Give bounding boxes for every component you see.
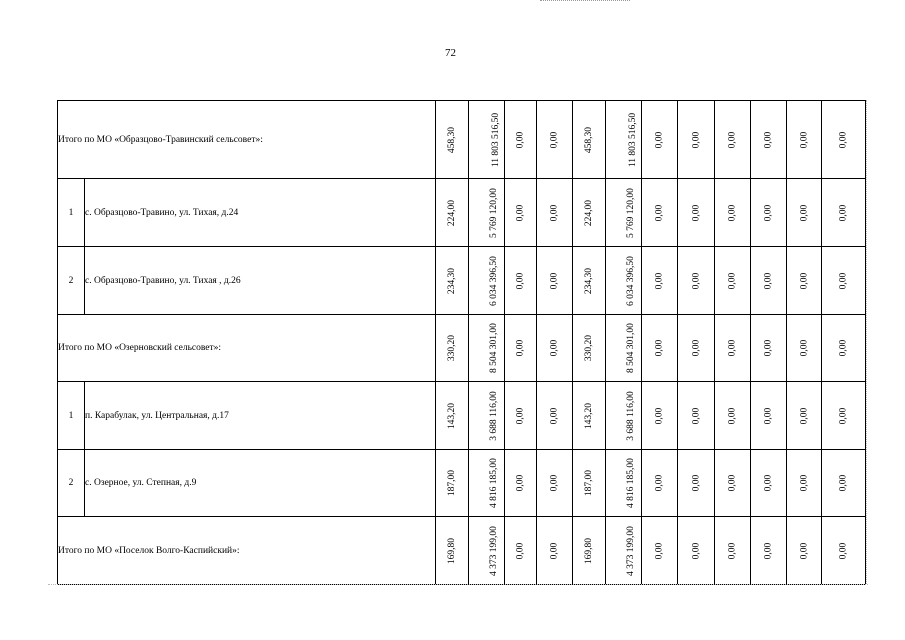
total-row	[58, 315, 866, 382]
value-text: 0,00	[691, 272, 702, 289]
value-text: 169,80	[447, 537, 458, 564]
value-text: 0,00	[763, 339, 774, 357]
value-cell	[606, 247, 642, 315]
value-cell	[822, 517, 866, 585]
value-cell	[822, 382, 866, 450]
value-cell	[751, 101, 787, 179]
value-cell	[573, 101, 606, 179]
value-text: 0,00	[838, 474, 849, 492]
value-text: 5 769 120,00	[625, 187, 636, 238]
value-cell	[505, 382, 537, 450]
row-number: 1	[58, 382, 85, 450]
value-cell	[606, 517, 642, 585]
value-cell	[787, 450, 822, 517]
value-text: 3 688 116,00	[488, 390, 499, 441]
value-text: 143,20	[584, 402, 595, 429]
value-cell	[678, 179, 715, 247]
value-cell	[436, 450, 469, 517]
value-cell	[787, 382, 822, 450]
value-cell	[751, 450, 787, 517]
value-cell	[436, 315, 469, 382]
value-cell	[436, 247, 469, 315]
value-text: 4 373 199,00	[625, 525, 636, 576]
value-text: 0,00	[549, 272, 560, 289]
value-text: 0,00	[549, 407, 560, 424]
item-row	[58, 382, 866, 450]
value-cell	[822, 101, 866, 179]
value-cell	[642, 517, 678, 585]
value-cell	[751, 382, 787, 450]
value-cell	[469, 382, 505, 450]
value-cell	[715, 247, 751, 315]
value-text: 0,00	[799, 131, 810, 148]
value-text: 0,00	[654, 204, 665, 221]
page-number: 72	[445, 47, 456, 59]
value-text: 0,00	[654, 272, 665, 289]
value-cell	[606, 450, 642, 517]
value-text: 0,00	[515, 407, 526, 424]
value-text: 6 034 396,50	[488, 255, 499, 306]
value-cell	[822, 179, 866, 247]
value-cell	[573, 247, 606, 315]
value-cell	[751, 315, 787, 382]
value-cell	[787, 179, 822, 247]
value-cell	[469, 315, 505, 382]
value-cell	[787, 247, 822, 315]
item-row	[58, 247, 866, 315]
value-text: 0,00	[799, 272, 810, 289]
total-row	[58, 101, 866, 179]
value-cell	[537, 247, 573, 315]
value-cell	[505, 179, 537, 247]
value-cell	[642, 179, 678, 247]
value-cell	[678, 101, 715, 179]
value-cell	[573, 315, 606, 382]
value-text: 187,00	[584, 469, 595, 497]
value-cell	[715, 101, 751, 179]
value-cell	[751, 179, 787, 247]
address-cell: с. Образцово-Травино, ул. Тихая , д.26	[85, 247, 436, 315]
row-number: 1	[58, 179, 85, 247]
value-cell	[505, 247, 537, 315]
total-row	[58, 517, 866, 585]
value-cell	[606, 101, 642, 179]
value-text: 11 803 516,50	[628, 112, 639, 167]
value-text: 0,00	[691, 474, 702, 492]
value-cell	[751, 247, 787, 315]
value-cell	[787, 101, 822, 179]
address-cell: п. Карабулак, ул. Центральная, д.17	[85, 382, 436, 450]
value-cell	[537, 517, 573, 585]
address-cell: с. Озерное, ул. Степная, д.9	[85, 450, 436, 517]
value-text: 5 769 120,00	[488, 187, 499, 238]
value-text: 0,00	[727, 407, 738, 424]
value-text: 0,00	[549, 339, 560, 357]
value-text: 0,00	[763, 131, 774, 148]
value-cell	[678, 450, 715, 517]
value-text: 0,00	[515, 131, 526, 148]
value-text: 0,00	[763, 204, 774, 221]
value-text: 187,00	[447, 469, 458, 497]
value-cell	[537, 450, 573, 517]
value-cell	[537, 179, 573, 247]
value-text: 0,00	[838, 204, 849, 221]
value-text: 0,00	[799, 542, 810, 559]
total-label: Итого по МО «Озерновский сельсовет»:	[58, 315, 436, 382]
value-text: 11 803 516,50	[491, 112, 502, 167]
value-cell	[573, 517, 606, 585]
value-cell	[822, 450, 866, 517]
value-text: 143,20	[447, 402, 458, 429]
value-text: 0,00	[549, 204, 560, 221]
value-text: 0,00	[727, 204, 738, 221]
value-cell	[537, 315, 573, 382]
value-cell	[642, 247, 678, 315]
value-text: 0,00	[799, 407, 810, 424]
value-cell	[573, 382, 606, 450]
value-text: 0,00	[654, 542, 665, 559]
value-cell	[537, 101, 573, 179]
value-cell	[787, 517, 822, 585]
value-cell	[678, 315, 715, 382]
value-cell	[505, 315, 537, 382]
value-text: 224,00	[584, 199, 595, 226]
value-text: 330,20	[447, 334, 458, 362]
value-text: 169,80	[584, 537, 595, 564]
value-text: 0,00	[838, 272, 849, 289]
value-cell	[505, 101, 537, 179]
value-cell	[469, 247, 505, 315]
value-cell	[678, 247, 715, 315]
value-text: 3 688 116,00	[625, 390, 636, 441]
value-text: 0,00	[515, 339, 526, 357]
value-text: 0,00	[515, 542, 526, 559]
bottom-rule	[48, 584, 868, 585]
data-table	[57, 100, 866, 585]
value-cell	[751, 517, 787, 585]
row-number: 2	[58, 247, 85, 315]
value-cell	[436, 382, 469, 450]
value-text: 0,00	[838, 407, 849, 424]
value-text: 8 504 301,00	[625, 323, 636, 373]
value-cell	[606, 315, 642, 382]
value-text: 0,00	[799, 204, 810, 221]
value-cell	[469, 450, 505, 517]
value-text: 0,00	[727, 339, 738, 357]
value-cell	[606, 382, 642, 450]
value-cell	[573, 450, 606, 517]
value-text: 6 034 396,50	[625, 255, 636, 306]
value-cell	[469, 179, 505, 247]
value-cell	[436, 101, 469, 179]
value-text: 4 816 185,00	[625, 458, 636, 508]
value-cell	[715, 315, 751, 382]
value-cell	[469, 517, 505, 585]
value-cell	[822, 315, 866, 382]
value-cell	[642, 382, 678, 450]
total-label: Итого по МО «Образцово-Травинский сельсовет»:	[58, 101, 436, 179]
value-text: 458,30	[584, 126, 595, 153]
value-cell	[505, 450, 537, 517]
value-cell	[642, 315, 678, 382]
value-text: 0,00	[515, 272, 526, 289]
value-text: 0,00	[727, 131, 738, 148]
value-text: 0,00	[549, 542, 560, 559]
total-label: Итого по МО «Поселок Волго-Каспийский»:	[58, 517, 436, 585]
top-scan-mark	[540, 0, 630, 4]
value-text: 4 816 185,00	[488, 458, 499, 508]
value-text: 0,00	[838, 339, 849, 357]
value-cell	[606, 179, 642, 247]
value-text: 0,00	[691, 204, 702, 221]
value-cell	[678, 382, 715, 450]
value-text: 0,00	[691, 542, 702, 559]
value-cell	[436, 517, 469, 585]
item-row	[58, 179, 866, 247]
value-cell	[642, 450, 678, 517]
value-text: 0,00	[763, 407, 774, 424]
value-text: 0,00	[727, 542, 738, 559]
right-rule	[866, 100, 867, 584]
row-number: 2	[58, 450, 85, 517]
value-text: 0,00	[691, 339, 702, 357]
value-text: 0,00	[654, 407, 665, 424]
value-cell	[715, 450, 751, 517]
value-cell	[787, 315, 822, 382]
value-text: 0,00	[838, 542, 849, 559]
value-text: 0,00	[515, 204, 526, 221]
value-text: 0,00	[799, 339, 810, 357]
value-text: 234,30	[584, 267, 595, 294]
value-cell	[715, 382, 751, 450]
value-text: 224,00	[447, 199, 458, 226]
value-cell	[469, 101, 505, 179]
value-text: 0,00	[654, 474, 665, 492]
value-text: 0,00	[549, 474, 560, 492]
value-cell	[573, 179, 606, 247]
value-text: 458,30	[447, 126, 458, 153]
value-cell	[715, 517, 751, 585]
value-text: 0,00	[691, 407, 702, 424]
value-text: 0,00	[654, 339, 665, 357]
value-cell	[505, 517, 537, 585]
value-cell	[678, 517, 715, 585]
value-cell	[537, 382, 573, 450]
value-text: 0,00	[799, 474, 810, 492]
value-cell	[436, 179, 469, 247]
value-cell	[715, 179, 751, 247]
value-text: 0,00	[763, 272, 774, 289]
value-text: 0,00	[549, 131, 560, 148]
value-text: 330,20	[584, 334, 595, 362]
value-text: 4 373 199,00	[488, 525, 499, 576]
value-text: 0,00	[763, 474, 774, 492]
value-cell	[822, 247, 866, 315]
value-text: 0,00	[691, 131, 702, 148]
value-text: 0,00	[727, 272, 738, 289]
value-text: 234,30	[447, 267, 458, 294]
value-text: 0,00	[838, 131, 849, 148]
item-row	[58, 450, 866, 517]
value-text: 0,00	[515, 474, 526, 492]
value-text: 0,00	[654, 131, 665, 148]
address-cell: с. Образцово-Травино, ул. Тихая, д.24	[85, 179, 436, 247]
value-text: 8 504 301,00	[488, 323, 499, 373]
value-text: 0,00	[727, 474, 738, 492]
value-cell	[642, 101, 678, 179]
value-text: 0,00	[763, 542, 774, 559]
